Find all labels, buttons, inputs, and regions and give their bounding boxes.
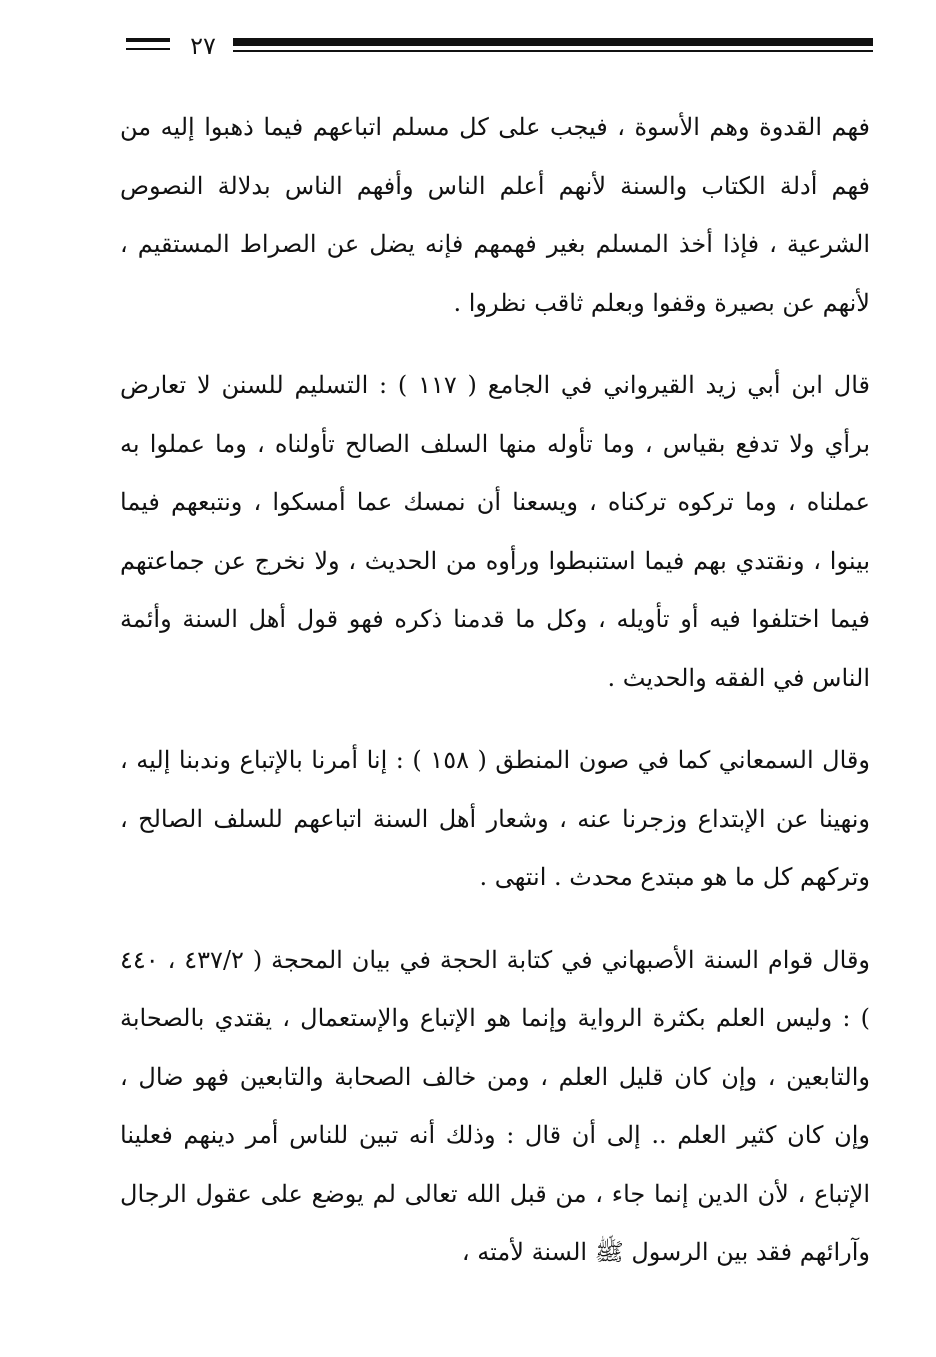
header-rule-right (233, 38, 873, 46)
header-rule-left (126, 38, 170, 42)
paragraph: وقال قوام السنة الأصبهاني في كتابة الحجة في بيان المحجة ( ٤٣٧/٢ ، ٤٤٠ ) : وليس العلم بكثرة الرواية وإنما هو الإتباع والإستعمال ، يقتدي بالصحابة والتابعين ، وإن كان قليل العلم ، ومن خالف الصحابة والتابعين فهو ضال ، وإن كان كثير العلم .. إلى أن قال : وذلك أنه تبين للناس أمر دينهم فعلينا الإتباع ، لأن الدين إنما جاء ، من قبل الله تعالى لم يوضع على عقول الرجال وآرائهم فقد بين الرسول ﷺ السنة لأمته ، (120, 945, 871, 1266)
paragraph: وقال السمعاني كما في صون المنطق ( ١٥٨ ) : إنا أمرنا بالإتباع وندبنا إليه ، ونهينا عن الإبتداع وزجرنا عنه ، وشعار أهل السنة اتباعهم للسلف الصالح ، وتركهم كل ما هو مبتدع محدث . انتهى . (120, 746, 870, 891)
page-number: ٢٧ (190, 32, 216, 60)
header-rule-left-thin (126, 48, 170, 50)
page-header (0, 0, 936, 80)
paragraph: قال ابن أبي زيد القيرواني في الجامع ( ١١٧ ) : التسليم للسنن لا تعارض برأي ولا تدفع بقياس ، وما تأوله منها السلف الصالح تأولناه ، وما عملوا به عملناه ، وما تركوه تركناه ، ويسعنا أن نمسك عما أمسكوا ، ونتبعهم فيما بينوا ، ونقتدي بهم فيما استنبطوا ورأوه من الحديث ، ولا نخرج عن جماعتهم فيما اختلفوا فيه أو تأويله ، وكل ما قدمنا ذكره فهو قول أهل السنة وأئمة الناس في الفقه والحديث . (120, 371, 871, 692)
header-rule-right-thin (233, 50, 873, 52)
paragraph: فهم القدوة وهم الأسوة ، فيجب على كل مسلم اتباعهم فيما ذهبوا إليه من فهم أدلة الكتاب والسنة لأنهم أعلم الناس وأفهم الناس بدلالة النصوص الشرعية ، فإذا أخذ المسلم بغير فهمهم فإنه يضل عن الصراط المستقيم ، لأنهم عن بصيرة وقفوا وبعلم ثاقب نظروا . (120, 113, 870, 317)
page-body (120, 98, 870, 1282)
